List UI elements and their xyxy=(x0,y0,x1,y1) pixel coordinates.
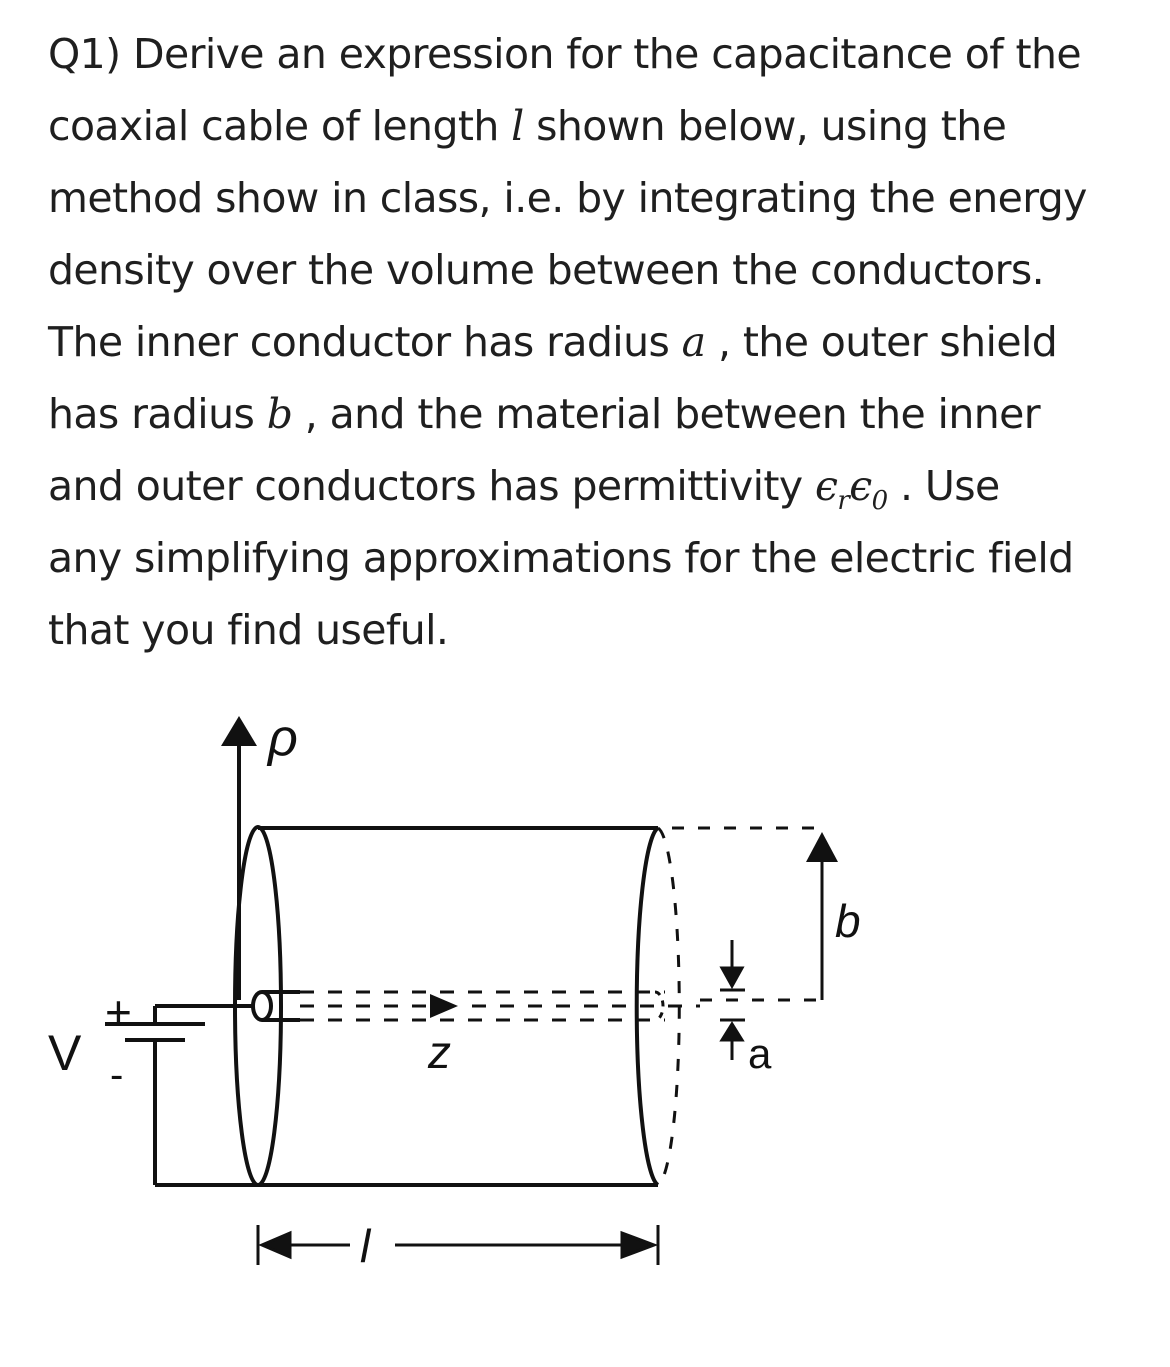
question-line-1: Q1) Derive an expression for the capacitance of the xyxy=(48,30,1081,78)
v-label: V xyxy=(48,1025,82,1081)
question-line-7: and outer conductors has permittivity $\epsilon_r\epsilon_0$ . Use xyxy=(48,462,1000,516)
question-line-4: density over the volume between the conductors. xyxy=(48,246,1045,294)
z-axis xyxy=(300,994,700,1078)
rho-label: ρ xyxy=(268,709,298,767)
question-line-2: coaxial cable of length l shown below, using the xyxy=(48,102,1007,150)
b-dimension xyxy=(672,828,861,1000)
question-line-3: method show in class, i.e. by integrating the energy xyxy=(48,174,1087,222)
a-down-arrowhead-icon xyxy=(722,968,742,986)
b-arrowhead-icon xyxy=(806,832,838,862)
inner-conductor xyxy=(253,992,665,1020)
rho-arrowhead-icon xyxy=(221,716,257,746)
question-line-6: has radius b , and the material between the inner xyxy=(48,390,1040,438)
question-line-9: that you find useful. xyxy=(48,606,449,654)
z-arrowhead-icon xyxy=(430,994,458,1018)
question-line-8: any simplifying approximations for the electric field xyxy=(48,534,1074,582)
outer-radius-symbol: b xyxy=(266,390,293,438)
inner-radius-symbol: a xyxy=(681,318,706,366)
a-dimension xyxy=(720,940,772,1077)
a-up-arrowhead-icon xyxy=(722,1024,742,1040)
b-label: b xyxy=(835,895,861,947)
minus-label: - xyxy=(110,1053,124,1097)
l-right-arrowhead-icon xyxy=(622,1233,654,1257)
l-label: l xyxy=(360,1220,371,1272)
z-label: z xyxy=(428,1026,451,1078)
length-dimension xyxy=(258,1220,658,1272)
l-left-arrowhead-icon xyxy=(262,1233,290,1257)
length-symbol: l xyxy=(511,102,524,150)
plus-label: + xyxy=(105,986,132,1038)
rho-axis xyxy=(221,709,298,1000)
a-label: a xyxy=(748,1030,772,1077)
permittivity-symbol: $\epsilon_r\epsilon_0$ xyxy=(815,462,888,516)
question-line-5: The inner conductor has radius a , the outer shield xyxy=(48,318,1058,366)
